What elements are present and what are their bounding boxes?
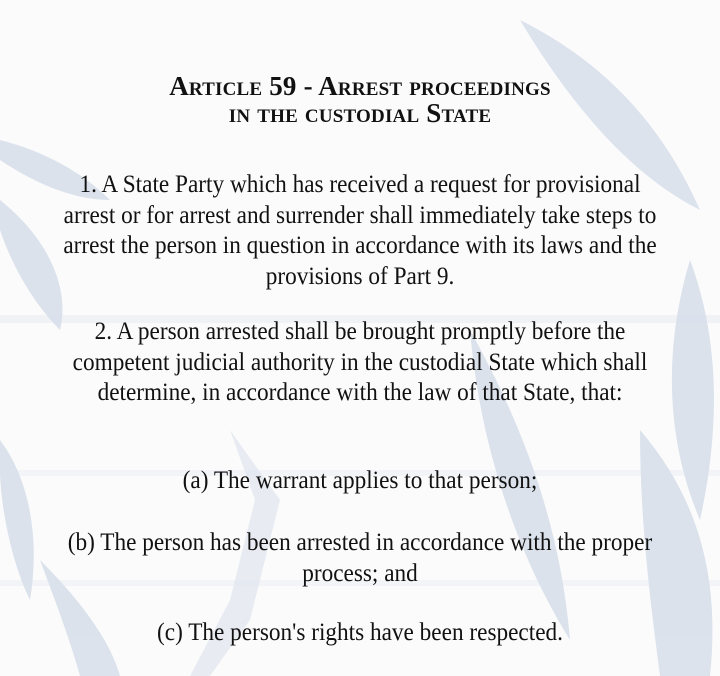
list-item-c: (c) The person's rights have been respected.	[157, 619, 563, 646]
list-item-a: (a) The warrant applies to that person;	[182, 467, 538, 494]
article-title-line-2: in the custodial State	[228, 98, 492, 128]
list-item-b: (b) The person has been arrested in accordance with the proper process; and	[67, 529, 653, 587]
paragraph-2: 2. A person arrested shall be brought promptly before the competent judicial authority in the custodial State which shall determine, in accordance with the law of that State, that:	[72, 318, 648, 406]
article-title-line-1: Article 59 - Arrest proceedings	[169, 71, 551, 101]
paragraph-1: 1. A State Party which has received a request for provisional arrest or for arrest and surrender shall immediately take steps to arrest the person in question in accordance with its laws and the provisions of Part 9.	[63, 171, 657, 290]
